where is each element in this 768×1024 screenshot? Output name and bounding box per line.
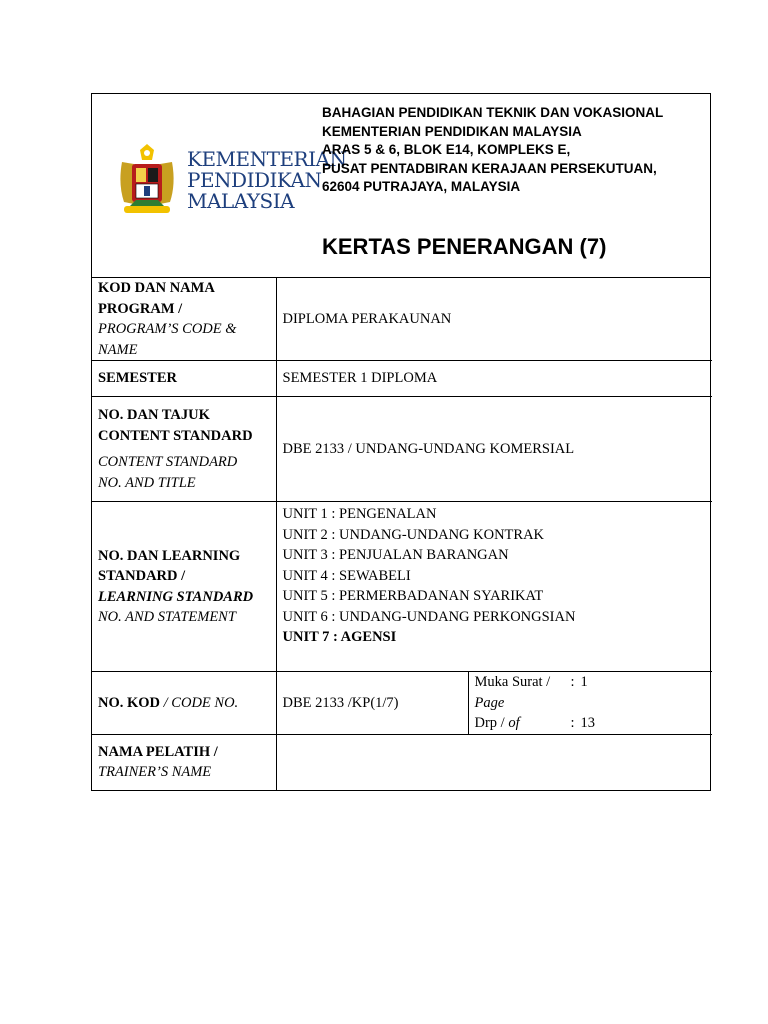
address-line: KEMENTERIAN PENDIDIKAN MALAYSIA: [322, 123, 582, 139]
label-text: NAMA PELATIH /: [98, 743, 218, 760]
label-text: / CODE NO.: [163, 694, 239, 711]
address-line: PUSAT PENTADBIRAN KERAJAAN PERSEKUTUAN,: [322, 160, 657, 176]
label-text: PROGRAM’S CODE &: [98, 321, 237, 337]
semester-label: SEMESTER: [92, 361, 276, 397]
table-row: [92, 502, 712, 672]
document-page: [91, 93, 711, 791]
of-label-italic: of: [508, 715, 520, 731]
document-header: [92, 94, 710, 278]
table-row: [92, 672, 712, 735]
document-title: KERTAS PENERANGAN (7): [322, 234, 607, 259]
unit-item: UNIT 5 : PERMERBADANAN SYARIKAT: [282, 588, 544, 604]
label-text: NAME: [98, 341, 138, 358]
address-line: BAHAGIAN PENDIDIKAN TEKNIK DAN VOKASIONAL: [322, 105, 664, 120]
table-row: [92, 734, 712, 790]
ministry-address: [322, 104, 663, 197]
learning-standard-label-cell: [92, 502, 276, 672]
page-info-cell: [468, 672, 712, 735]
logo-line: MALAYSIA: [187, 189, 295, 213]
label-text: CONTENT STANDARD: [98, 454, 238, 470]
code-value: DBE 2133 /KP(1/7): [276, 672, 468, 735]
table-row: [92, 361, 712, 397]
label-text: LEARNING STANDARD: [98, 588, 254, 605]
page-number-row: [475, 672, 707, 713]
code-label-cell: [92, 672, 276, 735]
address-line: 62604 PUTRAJAYA, MALAYSIA: [322, 179, 521, 194]
page-label: [475, 672, 571, 713]
label-text: NO. DAN TAJUK: [98, 407, 210, 423]
label-text: STANDARD /: [98, 568, 186, 584]
label-text: NO. KOD: [98, 694, 161, 711]
page-label-italic: Page: [474, 694, 505, 711]
logo-line: PENDIDIKAN: [187, 168, 322, 192]
coat-of-arms-logo: [114, 144, 180, 220]
of-label: [475, 713, 571, 734]
label-text: TRAINER’S NAME: [98, 764, 212, 781]
info-table: [92, 278, 712, 790]
content-standard-value: DBE 2133 / UNDANG-UNDANG KOMERSIAL: [276, 397, 712, 502]
header-form: [91, 93, 711, 791]
unit-item: UNIT 2 : UNDANG-UNDANG KONTRAK: [282, 526, 545, 543]
trainer-name-field: [276, 734, 712, 790]
program-value: DIPLOMA PERAKAUNAN: [276, 278, 712, 361]
address-line: ARAS 5 & 6, BLOK E14, KOMPLEKS E,: [322, 142, 571, 157]
trainer-label-cell: [92, 734, 276, 790]
table-row: [92, 278, 712, 361]
semester-value: SEMESTER 1 DIPLOMA: [276, 361, 712, 397]
label-text: NO. DAN LEARNING: [98, 547, 241, 564]
label-text: PROGRAM /: [98, 300, 183, 317]
table-row: [92, 397, 712, 502]
unit-item: UNIT 4 : SEWABELI: [282, 567, 411, 584]
unit-list: [276, 502, 712, 672]
of-label-text: Drp /: [474, 715, 505, 731]
program-label-cell: [92, 278, 276, 361]
unit-item: UNIT 1 : PENGENALAN: [282, 506, 437, 522]
separator: :: [570, 715, 575, 731]
separator: :: [570, 674, 575, 690]
unit-item: UNIT 3 : PENJUALAN BARANGAN: [282, 547, 509, 563]
label-text: CONTENT STANDARD: [98, 427, 253, 444]
label-text: NO. AND STATEMENT: [98, 609, 236, 625]
content-standard-label-cell: [92, 397, 276, 502]
page-number: 1: [580, 674, 588, 690]
current-unit: UNIT 7 : AGENSI: [282, 629, 397, 645]
total-pages-row: [475, 713, 707, 734]
unit-item: UNIT 6 : UNDANG-UNDANG PERKONGSIAN: [282, 608, 576, 625]
label-text: NO. AND TITLE: [98, 474, 196, 491]
label-text: KOD DAN NAMA: [98, 280, 215, 296]
page-label-text: Muka Surat /: [474, 674, 551, 690]
total-pages: 13: [580, 715, 595, 731]
logo-line: KEMENTERIAN: [187, 147, 347, 171]
